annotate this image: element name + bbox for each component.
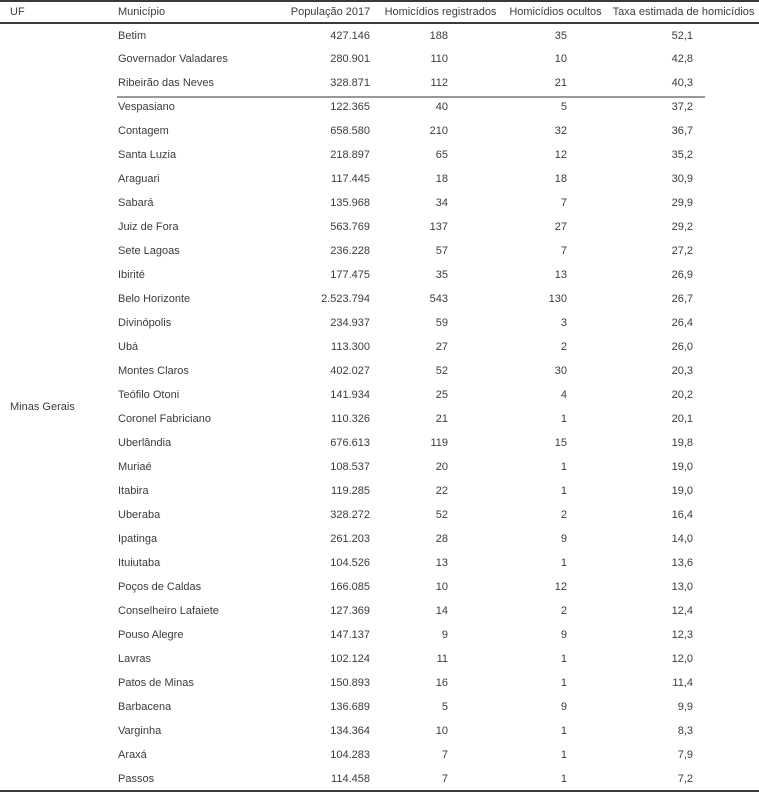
taxa-cell: 20,2	[671, 389, 693, 401]
taxa-cell: 29,9	[671, 197, 693, 209]
municipio-cell: Ituiutaba	[118, 557, 161, 569]
ocultos-cell: 9	[560, 701, 567, 713]
municipio-cell: Itabira	[118, 485, 149, 497]
ocultos-cell: 1	[560, 653, 567, 665]
taxa-cell: 14,0	[671, 533, 693, 545]
registrados-cell: 21	[435, 413, 448, 425]
populacao-cell: 110.326	[331, 413, 370, 425]
populacao-cell: 328.272	[330, 509, 370, 521]
municipio-cell: Divinópolis	[118, 317, 172, 329]
registrados-cell: 20	[435, 461, 448, 473]
municipio-cell: Coronel Fabriciano	[118, 413, 211, 425]
taxa-cell: 13,0	[671, 581, 693, 593]
table-row	[0, 671, 759, 695]
taxa-cell: 36,7	[671, 125, 693, 137]
table-row	[0, 263, 759, 287]
column-header-registrados: Homicídios registrados	[378, 1, 503, 23]
column-header-municipio: Município	[112, 1, 283, 23]
populacao-cell: 108.537	[330, 461, 370, 473]
populacao-cell: 234.937	[330, 317, 370, 329]
taxa-cell: 26,7	[671, 293, 693, 305]
ocultos-cell: 9	[560, 629, 567, 641]
ocultos-cell: 1	[560, 725, 567, 737]
table-row	[0, 527, 759, 551]
registrados-cell: 5	[441, 701, 448, 713]
taxa-cell: 29,2	[671, 221, 693, 233]
taxa-cell: 30,9	[671, 173, 693, 185]
populacao-cell: 676.613	[330, 437, 370, 449]
ocultos-cell: 7	[560, 197, 567, 209]
taxa-cell: 42,8	[671, 53, 693, 65]
taxa-cell: 52,1	[671, 29, 693, 42]
populacao-cell: 218.897	[330, 149, 370, 161]
registrados-cell: 16	[435, 677, 448, 689]
populacao-cell: 136.689	[330, 701, 370, 713]
taxa-cell: 19,0	[671, 461, 693, 473]
registrados-cell: 28	[435, 533, 448, 545]
table-row	[0, 719, 759, 743]
column-header-populacao: População 2017	[283, 1, 378, 23]
registrados-cell: 119	[430, 437, 448, 449]
registrados-cell: 57	[435, 245, 448, 257]
municipio-cell: Sete Lagoas	[118, 245, 180, 257]
registrados-cell: 59	[435, 317, 448, 329]
municipio-cell: Ubá	[118, 341, 139, 353]
populacao-cell: 104.526	[330, 557, 370, 569]
populacao-cell: 427.146	[330, 29, 370, 42]
taxa-cell: 26,9	[671, 269, 693, 281]
registrados-cell: 110	[430, 53, 448, 65]
municipio-cell: Ipatinga	[118, 533, 158, 545]
ocultos-cell: 1	[560, 677, 567, 689]
table-row	[0, 551, 759, 575]
ocultos-cell: 18	[554, 173, 567, 185]
table-row	[0, 431, 759, 455]
table-row	[0, 335, 759, 359]
table-row	[0, 119, 759, 143]
registrados-cell: 11	[436, 653, 448, 665]
registrados-cell: 65	[435, 149, 448, 161]
populacao-cell: 402.027	[330, 365, 370, 377]
table-row	[0, 455, 759, 479]
populacao-cell: 328.871	[330, 77, 370, 89]
table-row	[0, 215, 759, 239]
registrados-cell: 10	[435, 581, 448, 593]
taxa-cell: 11,4	[672, 677, 693, 689]
ocultos-cell: 27	[554, 221, 567, 233]
table-row	[0, 479, 759, 503]
taxa-cell: 37,2	[671, 101, 693, 113]
registrados-cell: 7	[441, 749, 448, 761]
registrados-cell: 52	[435, 509, 448, 521]
taxa-cell: 7,9	[677, 749, 693, 761]
registrados-cell: 7	[441, 772, 448, 785]
taxa-cell: 40,3	[671, 77, 693, 89]
registrados-cell: 18	[435, 173, 448, 185]
municipio-cell: Conselheiro Lafaiete	[118, 605, 219, 617]
taxa-cell: 13,6	[671, 557, 693, 569]
municipio-cell: Araxá	[118, 749, 147, 761]
table-row	[0, 95, 759, 119]
populacao-cell: 114.458	[331, 772, 370, 785]
taxa-cell: 19,8	[671, 437, 693, 449]
municipio-cell: Poços de Caldas	[118, 581, 202, 593]
registrados-cell: 14	[435, 605, 448, 617]
table-row	[0, 695, 759, 719]
column-header-ocultos: Homicídios ocultos	[503, 1, 608, 23]
municipio-cell: Ribeirão das Neves	[118, 77, 214, 89]
table-row	[0, 23, 759, 47]
populacao-cell: 127.369	[330, 605, 370, 617]
taxa-cell: 26,4	[671, 317, 693, 329]
ocultos-cell: 1	[560, 485, 567, 497]
table-header	[0, 1, 759, 23]
table-row	[0, 647, 759, 671]
ocultos-cell: 32	[554, 125, 567, 137]
municipio-cell: Araguari	[118, 173, 160, 185]
municipio-cell: Pouso Alegre	[118, 629, 184, 641]
table-row	[0, 383, 759, 407]
populacao-cell: 2.523.794	[321, 293, 370, 305]
ocultos-cell: 30	[554, 365, 567, 377]
table-row	[0, 167, 759, 191]
populacao-cell: 280.901	[330, 53, 370, 65]
populacao-cell: 147.137	[330, 629, 370, 641]
registrados-cell: 35	[435, 269, 448, 281]
ocultos-cell: 13	[554, 269, 567, 281]
registrados-cell: 40	[435, 101, 448, 113]
table-row	[0, 623, 759, 647]
registrados-cell: 10	[435, 725, 448, 737]
populacao-cell: 563.769	[330, 221, 370, 233]
ocultos-cell: 130	[548, 293, 567, 305]
populacao-cell: 117.445	[331, 173, 370, 185]
populacao-cell: 104.283	[330, 749, 370, 761]
taxa-cell: 20,3	[671, 365, 693, 377]
taxa-cell: 19,0	[671, 485, 693, 497]
municipio-cell: Uberaba	[118, 509, 161, 521]
ocultos-cell: 1	[560, 749, 567, 761]
registrados-cell: 188	[429, 29, 448, 42]
table-row	[0, 47, 759, 71]
municipio-cell: Contagem	[118, 125, 169, 137]
registrados-cell: 543	[429, 293, 448, 305]
ocultos-cell: 9	[560, 533, 567, 545]
registrados-cell: 22	[435, 485, 448, 497]
registrados-cell: 9	[441, 629, 448, 641]
registrados-cell: 137	[429, 221, 448, 233]
populacao-cell: 113.300	[331, 341, 370, 353]
municipio-cell: Lavras	[118, 653, 152, 665]
table-row	[0, 287, 759, 311]
populacao-cell: 134.364	[330, 725, 370, 737]
taxa-cell: 8,3	[677, 725, 693, 737]
table-row	[0, 311, 759, 335]
municipio-cell: Betim	[118, 29, 147, 42]
taxa-cell: 35,2	[671, 149, 693, 161]
populacao-cell: 141.934	[330, 389, 370, 401]
column-header-taxa: Taxa estimada de homicídios	[608, 1, 759, 23]
table-body	[0, 23, 759, 791]
ocultos-cell: 21	[554, 77, 567, 89]
table-row	[0, 191, 759, 215]
ocultos-cell: 1	[560, 557, 567, 569]
uf-cell: Minas Gerais	[10, 401, 75, 413]
ocultos-cell: 1	[560, 413, 567, 425]
ocultos-cell: 2	[560, 605, 567, 617]
taxa-cell: 9,9	[677, 701, 693, 713]
registrados-cell: 52	[435, 365, 448, 377]
taxa-cell: 12,4	[671, 605, 693, 617]
registrados-cell: 27	[435, 341, 448, 353]
populacao-cell: 102.124	[330, 653, 370, 665]
taxa-cell: 20,1	[671, 413, 693, 425]
municipio-cell: Juiz de Fora	[118, 221, 179, 233]
taxa-cell: 16,4	[671, 509, 693, 521]
ocultos-cell: 12	[554, 149, 567, 161]
ocultos-cell: 1	[560, 772, 567, 785]
table-row	[0, 599, 759, 623]
table-row	[0, 359, 759, 383]
ocultos-cell: 3	[560, 317, 567, 329]
municipio-cell: Passos	[118, 772, 155, 785]
municipio-cell: Sabará	[118, 197, 154, 209]
ocultos-cell: 4	[560, 389, 567, 401]
municipio-cell: Santa Luzia	[118, 149, 177, 161]
populacao-cell: 135.968	[330, 197, 370, 209]
municipio-cell: Teófilo Otoni	[118, 389, 180, 401]
municipio-cell: Muriaé	[118, 461, 152, 473]
table-row	[0, 239, 759, 263]
taxa-cell: 26,0	[671, 341, 693, 353]
municipio-cell: Barbacena	[118, 701, 172, 713]
populacao-cell: 166.085	[330, 581, 370, 593]
table-row	[0, 743, 759, 767]
municipio-cell: Montes Claros	[118, 365, 189, 377]
ocultos-cell: 1	[560, 461, 567, 473]
taxa-cell: 7,2	[677, 772, 693, 785]
ocultos-cell: 2	[560, 341, 567, 353]
table-row	[0, 503, 759, 527]
populacao-cell: 658.580	[330, 125, 370, 137]
taxa-cell: 12,0	[671, 653, 693, 665]
registrados-cell: 210	[429, 125, 448, 137]
populacao-cell: 119.285	[331, 485, 370, 497]
municipio-cell: Uberlândia	[118, 437, 172, 449]
column-header-uf: UF	[0, 1, 112, 23]
table-row	[0, 143, 759, 167]
table-row	[0, 407, 759, 431]
group-separator-line	[117, 96, 705, 98]
header-row	[0, 1, 759, 23]
ocultos-cell: 5	[560, 101, 567, 113]
municipio-cell: Belo Horizonte	[118, 293, 191, 305]
ocultos-cell: 12	[554, 581, 567, 593]
table-row	[0, 71, 759, 95]
populacao-cell: 236.228	[330, 245, 370, 257]
ocultos-cell: 35	[554, 29, 567, 42]
registrados-cell: 13	[435, 557, 448, 569]
municipio-cell: Patos de Minas	[118, 677, 194, 689]
ocultos-cell: 15	[554, 437, 567, 449]
taxa-cell: 12,3	[671, 629, 693, 641]
municipio-cell: Ibirité	[118, 269, 145, 281]
ocultos-cell: 7	[560, 245, 567, 257]
populacao-cell: 261.203	[330, 533, 370, 545]
ocultos-cell: 10	[554, 53, 567, 65]
ocultos-cell: 2	[560, 509, 567, 521]
table-row	[0, 575, 759, 599]
populacao-cell: 122.365	[330, 101, 370, 113]
table-row	[0, 767, 759, 791]
populacao-cell: 177.475	[330, 269, 370, 281]
registrados-cell: 34	[435, 197, 448, 209]
municipio-cell: Varginha	[118, 725, 162, 737]
registrados-cell: 25	[435, 389, 448, 401]
taxa-cell: 27,2	[671, 245, 693, 257]
registrados-cell: 112	[430, 77, 448, 89]
municipio-cell: Vespasiano	[118, 101, 175, 113]
municipio-cell: Governador Valadares	[118, 53, 228, 65]
populacao-cell: 150.893	[330, 677, 370, 689]
